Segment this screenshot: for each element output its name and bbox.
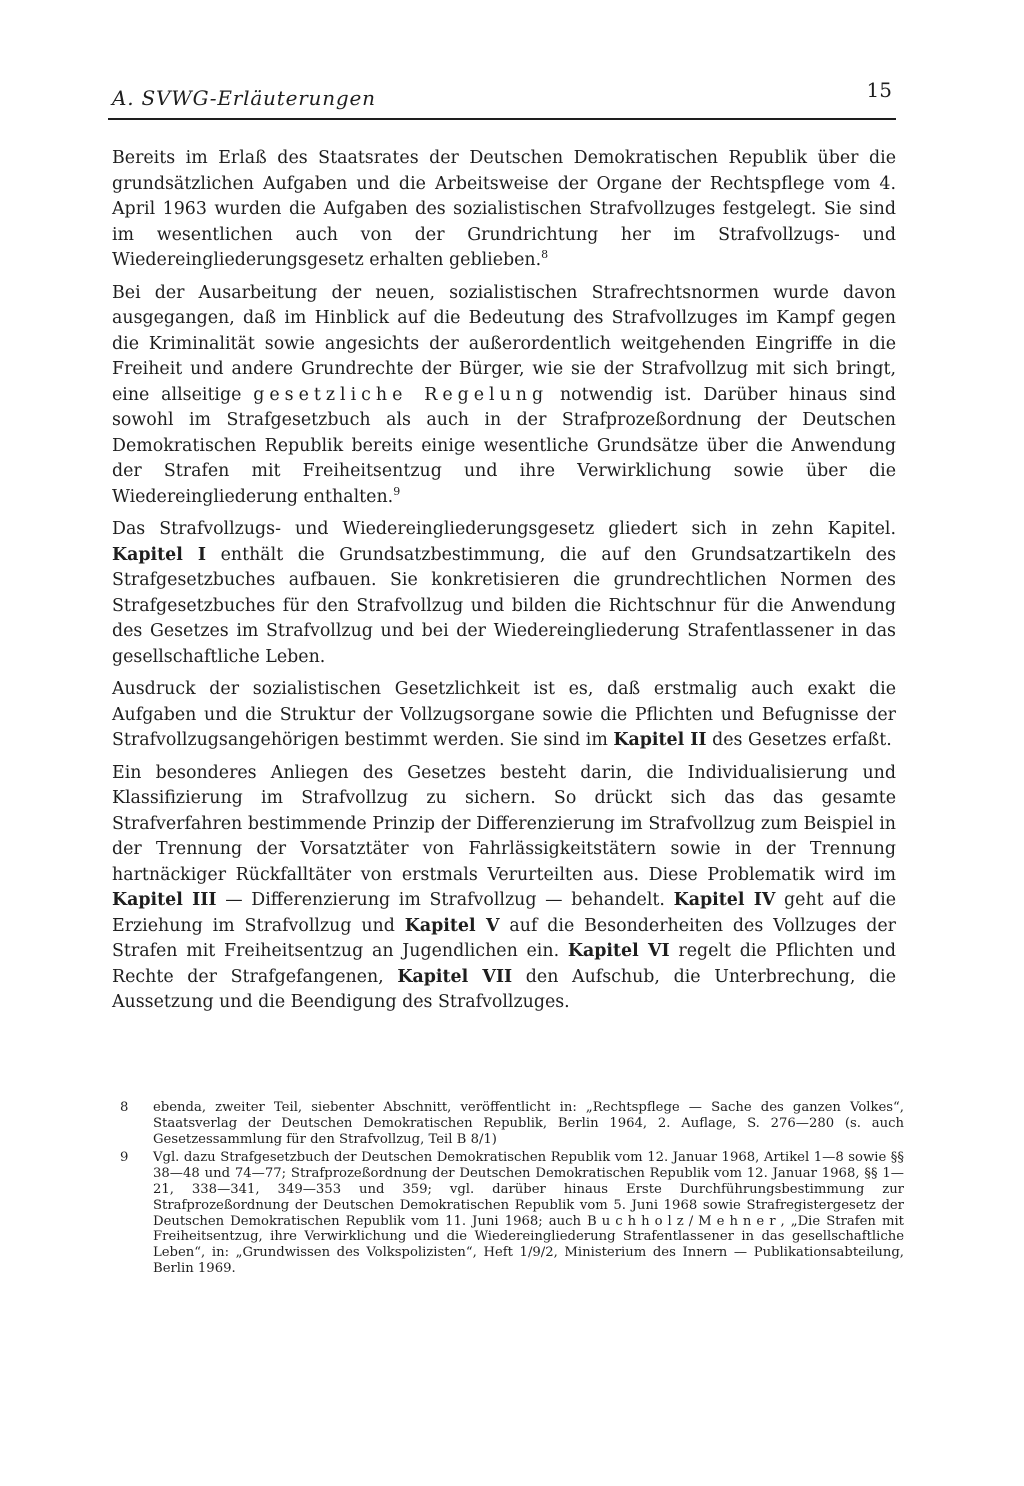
paragraph-text: Bereits im Erlaß des Staatsrates der Deutschen Demokratischen Republik über die grundsätzlichen Aufgaben und die Arbeitsweise der Organe der Rechtspflege vom 4. April 1963 wurden die Aufgaben des sozialistischen Strafvollzuges festgelegt. Sie sind im wesentlichen auch von der Grundrichtung her im Strafvollzugs- und Wiedereingliederungsgesetz erhalten geblieben. <box>112 148 896 270</box>
footnote-text: ebenda, zweiter Teil, siebenter Abschnitt, veröffentlicht in: „Rechtspflege — Sache des ganzen Volkes“, Staatsverlag der Deutschen Demokratischen Republik, Berlin 1964, 2. Auflage, S. 276—280 (s. auch Gesetzessammlung für den Strafvollzug, Teil B 8/1) <box>153 1100 904 1147</box>
paragraph <box>112 761 896 1016</box>
section-title: A. SVWG-Erläuterungen <box>112 86 376 110</box>
footnote-text <box>153 1150 904 1276</box>
paragraph-text: auf die Besonderheiten des Vollzuges der Strafen mit Freiheitsentzug an Jugendlichen ein. <box>112 915 896 961</box>
footnotes <box>120 1100 904 1280</box>
paragraph-text: Das Strafvollzugs- und Wiedereingliederungsgesetz gliedert sich in zehn Kapitel. <box>112 519 896 539</box>
chapter-reference: Kapitel IV <box>673 890 776 910</box>
chapter-reference: Kapitel VI <box>567 941 670 961</box>
chapter-reference: Kapitel III <box>112 890 217 910</box>
paragraph-text: den Aufschub, die Unterbrechung, die Aussetzung und die Beendigung des Strafvollzuges. <box>112 966 897 1012</box>
footnote-text-part: , „Die Strafen mit Freiheitsentzug, ihre Verwirklichung und die Wiedereingliederung Strafentlassener in das gesellschaftliche Leben“, in: „Grundwissen des Volkspolizisten“, Heft 1/9/2, Ministerium des Innern — Publikationsabteilung, Berlin 1969. <box>153 1213 904 1276</box>
author-names: Buchholz/Mehner <box>587 1213 781 1229</box>
paragraph-text: des Gesetzes erfaßt. <box>712 730 892 750</box>
footnote <box>120 1150 904 1276</box>
footnote <box>120 1100 904 1147</box>
chapter-reference: Kapitel V <box>404 915 500 936</box>
paragraph <box>112 517 896 670</box>
paragraph-text: Ein besonderes Anliegen des Gesetzes besteht darin, die Individualisierung und Klassifizierung im Strafvollzug zu sichern. So drückt sich das das gesamte Strafverfahren bestimmende Prinzip der Differenzierung im Strafvollzug zum Beispiel in der Trennung der Vorsatztäter von Fahrlässigkeitstätern sowie in der Trennung hartnäckiger Rückfalltäter von erstmals Verurteilten aus. Diese Problematik wird im <box>112 762 896 885</box>
emphasized-text: gesetzliche Regelung <box>253 384 549 405</box>
paragraph <box>112 677 896 754</box>
paragraph-text: notwendig ist. Darüber hinaus sind sowohl im Strafgesetzbuch als auch in der Strafprozeßordnung der Deutschen Demokratischen Republik bereits einige wesentliche Grundsätze über die Anwendung der Strafen mit Freiheitsentzug und ihre Verwirklichung sowie über die Wiedereingliederung enthalten. <box>112 384 896 507</box>
chapter-reference: Kapitel I <box>112 544 207 565</box>
paragraph-text: regelt die Pflichten und Rechte der Strafgefangenen, <box>112 941 896 987</box>
header-rule <box>108 118 896 120</box>
paragraph <box>112 281 896 511</box>
paragraph <box>112 146 896 274</box>
body-text <box>112 146 896 1023</box>
footnote-reference: 9 <box>393 484 401 498</box>
paragraph-text: — Differenzierung im Strafvollzug — behandelt. <box>225 890 665 910</box>
footnote-text-part: Vgl. dazu Strafgesetzbuch der Deutschen Demokratischen Republik vom 12. Januar 1968, Artikel 1—8 sowie §§ 38—48 und 74—77; Strafprozeßordnung der Deutschen Demokratischen Republik vom 12. Januar 1968, §§ 1—21, 338—341, 349—353 und 359; vgl. darüber hinaus Erste Durchführungsbestimmung zur Strafprozeßordnung der Deutschen Demokratischen Republik vom 5. Juni 1968 sowie Strafregistergesetz der Deutschen Demokratischen Republik vom 11. Juni 1968; auch <box>153 1150 904 1229</box>
paragraph-text: Ausdruck der sozialistischen Gesetzlichkeit ist es, daß erstmalig auch exakt die Aufgaben und die Struktur der Vollzugsorgane sowie die Pflichten und Befugnisse der Strafvollzugsangehörigen bestimmt werden. Sie sind im <box>112 679 896 750</box>
chapter-reference: Kapitel VII <box>397 966 513 987</box>
footnote-number: 9 <box>120 1150 129 1166</box>
page-number: 15 <box>866 78 892 102</box>
chapter-reference: Kapitel II <box>613 730 707 750</box>
footnote-reference: 8 <box>541 248 549 261</box>
footnote-number: 8 <box>120 1100 129 1115</box>
paragraph-text: enthält die Grundsatzbestimmung, die auf den Grundsatzartikeln des Strafgesetzbuches aufbauen. Sie konkretisieren die grundrechtlichen Normen des Strafgesetzbuches für den Strafvollzug und bilden die Richtschnur für die Anwendung des Gesetzes im Strafvollzug und bei der Wiedereingliederung Strafentlassener in das gesellschaftliche Leben. <box>112 544 897 667</box>
paragraph-text: Bei der Ausarbeitung der neuen, sozialistischen Strafrechtsnormen wurde davon ausgegangen, daß im Hinblick auf die Bedeutung des Strafvollzuges im Kampf gegen die Kriminalität sowie angesichts der außerordentlich weitgehenden Eingriffe in die Freiheit und andere Grundrechte der Bürger, wie sie der Strafvollzug mit sich bringt, eine allseitige <box>112 282 896 405</box>
paragraph-text: geht auf die Erziehung im Strafvollzug und <box>112 890 897 936</box>
running-header <box>108 76 896 120</box>
